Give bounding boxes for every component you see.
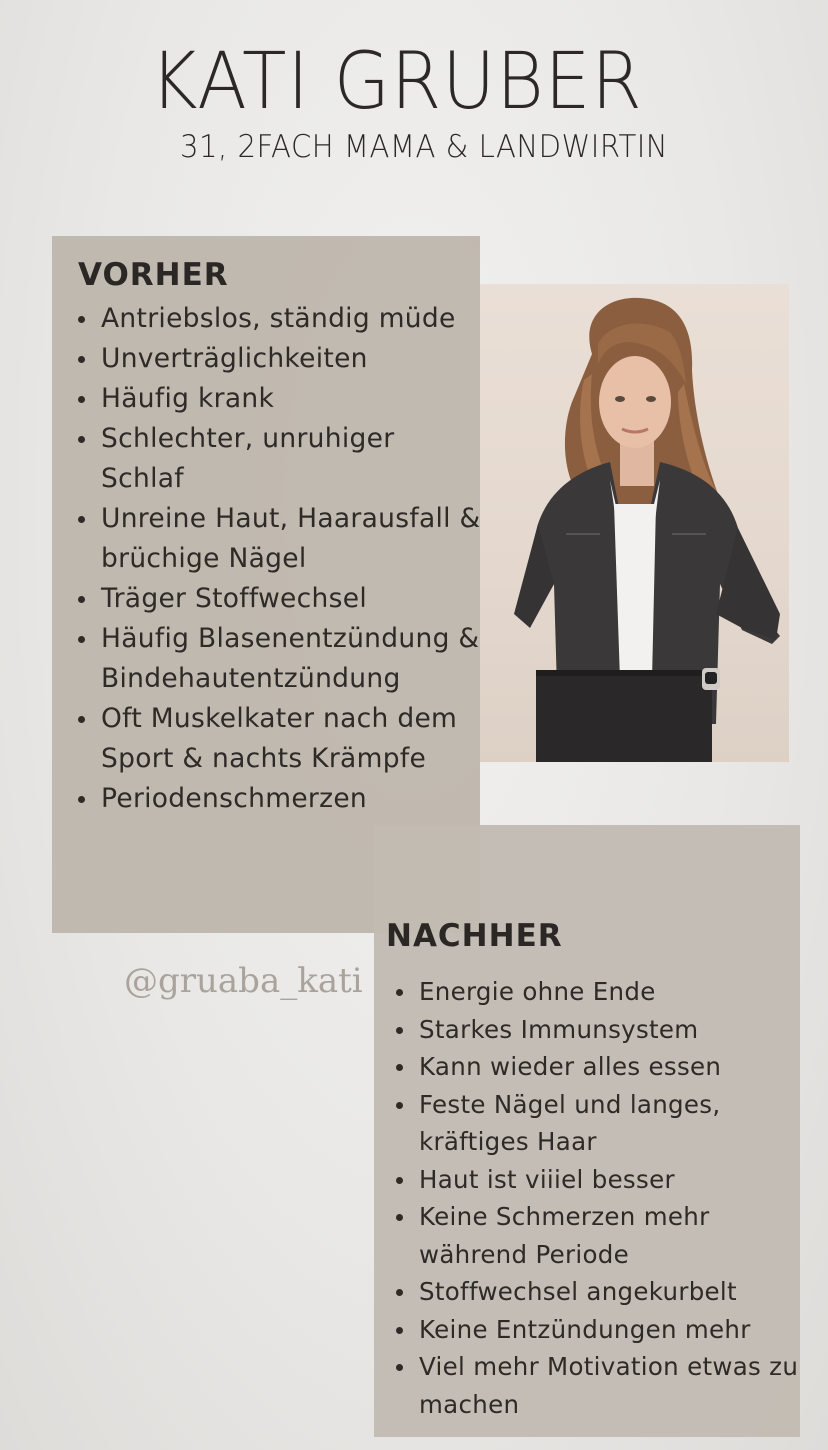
- page-title: KATI GRUBER: [150, 37, 643, 127]
- list-item: Antriebslos, ständig müde: [78, 299, 482, 339]
- list-item: Viel mehr Motivation etwas zu machen: [396, 1348, 800, 1423]
- list-item: Schlechter, unruhiger Schlaf: [78, 419, 482, 499]
- list-item: Häufig Blasenentzündung & Bindehautentzündung: [78, 619, 482, 699]
- list-item: Stoffwechsel angekurbelt: [396, 1273, 800, 1311]
- list-item: Feste Nägel und langes, kräftiges Haar: [396, 1086, 800, 1161]
- after-list: [396, 973, 800, 1423]
- portrait-illustration: [480, 284, 789, 762]
- list-item: Unverträglichkeiten: [78, 339, 482, 379]
- list-item: Kann wieder alles essen: [396, 1048, 800, 1086]
- list-item: Oft Muskelkater nach dem Sport & nachts Krämpfe: [78, 699, 482, 779]
- list-item: Keine Entzündungen mehr: [396, 1311, 800, 1349]
- page-subtitle: 31, 2FACH MAMA & LANDWIRTIN: [180, 129, 669, 165]
- list-item: Starkes Immunsystem: [396, 1011, 800, 1049]
- list-item: Keine Schmerzen mehr während Periode: [396, 1198, 800, 1273]
- after-heading: NACHHER: [386, 918, 563, 954]
- list-item: Unreine Haut, Haarausfall & brüchige Nägel: [78, 499, 482, 579]
- list-item: Haut ist viiiel besser: [396, 1161, 800, 1199]
- instagram-handle: @gruaba_kati: [124, 961, 363, 1001]
- portrait-photo: [480, 284, 789, 762]
- list-item: Periodenschmerzen: [78, 779, 482, 819]
- before-heading: VORHER: [78, 257, 229, 293]
- list-item: Häufig krank: [78, 379, 482, 419]
- list-item: Energie ohne Ende: [396, 973, 800, 1011]
- list-item: Träger Stoffwechsel: [78, 579, 482, 619]
- before-list: [78, 299, 482, 819]
